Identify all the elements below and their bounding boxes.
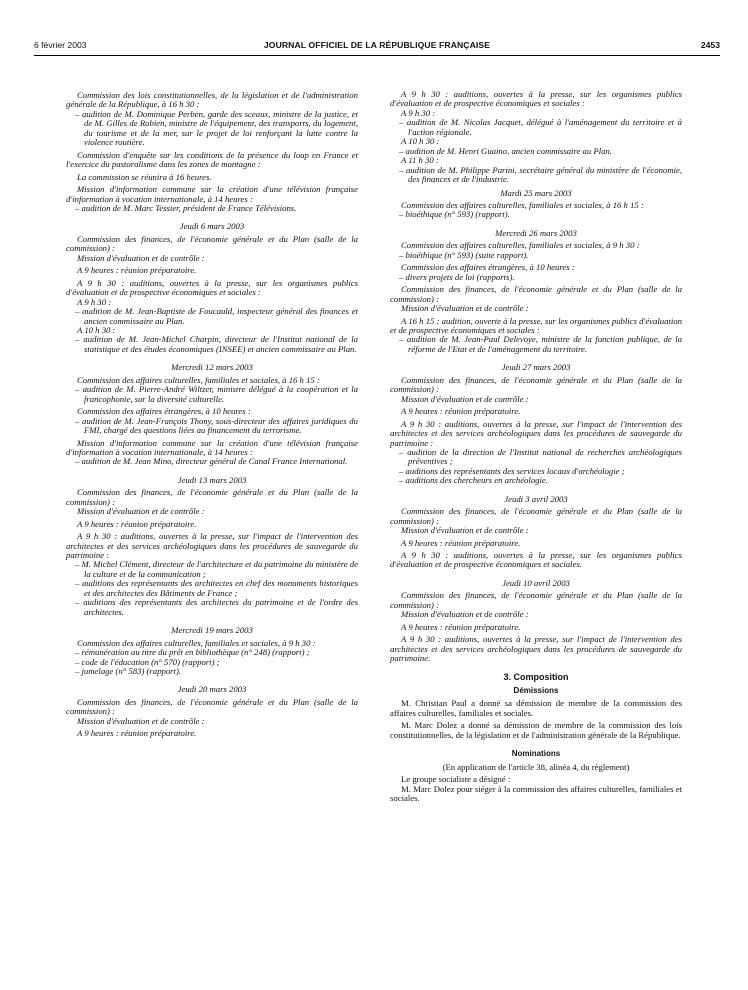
paragraph: A 9 heures : réunion préparatoire. [77, 265, 197, 276]
paragraph: Mission d'information commune sur la création d'une télévision française d'information à vocation internationale, à 14 heures : [66, 437, 358, 457]
date-heading: Jeudi 20 mars 2003 [177, 684, 247, 695]
paragraph: Mission d'évaluation et de contrôle : [77, 506, 205, 517]
date-heading: Mercredi 19 mars 2003 [171, 625, 253, 636]
date-heading: Jeudi 3 avril 2003 [504, 493, 568, 504]
list-item: – audition de M. Pierre-André Wiltzer, ministre délégué à la coopération et la francophonie, sur la diversité culturelle. [75, 384, 358, 404]
section-heading: 3. Composition [503, 671, 569, 682]
date-heading: Jeudi 27 mars 2003 [501, 362, 571, 373]
right-column [390, 90, 682, 804]
list-item: – auditions des représentants des architectes en chef des monuments historiques et des architectes des Bâtiments de France ; [75, 578, 358, 598]
date-heading: Mercredi 26 mars 2003 [495, 227, 577, 238]
subheading: Nominations [511, 749, 561, 759]
list-item: – audition de M. Dominique Perben, garde des sceaux, ministre de la justice, et de M. Gilles de Robien, ministre de l'équipement, des transports, du logement, du tourisme et de la mer, sur le projet de loi renforçant la lutte contre la violence routière. [75, 108, 358, 148]
list-item: – auditions des chercheurs en archéologie. [399, 475, 548, 486]
paragraph: A 9 heures : réunion préparatoire. [401, 537, 521, 548]
header-rule [34, 55, 720, 56]
paragraph: Commission des affaires culturelles, familiales et sociales, à 9 h 30 : [401, 240, 640, 251]
paragraph: M. Christian Paul a donné sa démission de membre de la commission des affaires culturelles, familiales et sociales. [390, 698, 682, 718]
list-item: – audition de M. Jean-Paul Delevoye, ministre de la fonction publique, de la réforme de l'Etat et de l'aménagement du territoire. [399, 334, 682, 354]
paragraph: A 9 h 30 : auditions, ouvertes à la presse, sur l'impact de l'intervention des architectes et des services archéologiques dans les procédures de sauvegarde du patrimoine. [390, 634, 682, 664]
paragraph: Mission d'évaluation et de contrôle : [401, 609, 529, 620]
paragraph: A 9 heures : réunion préparatoire. [77, 728, 197, 739]
paragraph: Commission des affaires culturelles, familiales et sociales, à 9 h 30 : [77, 637, 316, 648]
paragraph: A 9 h 30 : [77, 296, 112, 307]
list-item: – audition de M. Henri Guaino, ancien commissaire au Plan. [399, 145, 612, 156]
paragraph: Mission d'évaluation et de contrôle : [401, 303, 529, 314]
paragraph: A 9 heures : réunion préparatoire. [401, 621, 521, 632]
paragraph: Mission d'information commune sur la création d'une télévision française d'information à vocation internationale, à 14 heures : [66, 184, 358, 204]
list-item: – audition de M. Marc Tessier, président de France Télévisions. [75, 202, 297, 213]
paragraph: M. Marc Dolez a donné sa démission de membre de la commission des lois constitutionnelles, de la législation et de l'administration générale de la République. [390, 720, 682, 740]
paragraph: A 9 h 30 : auditions, ouvertes à la presse, sur les organismes publics d'évaluation et de prospective économiques et sociales : [66, 277, 358, 298]
paragraph: Commission des lois constitutionnelles, de la législation et de l'administration générale de la République, à 16 h 30 : [66, 90, 358, 110]
paragraph: Commission des affaires étrangères, à 10 heures : [401, 262, 575, 273]
paragraph: M. Marc Dolez pour siéger à la commission des affaires culturelles, familiales et sociales. [390, 783, 682, 804]
list-item: – audition de M. Jean-François Thony, sous-directeur des affaires juridiques du FMI, chargé des questions liées au financement du terrorisme. [75, 415, 358, 436]
list-item: – jumelage (n° 583) (rapport). [75, 666, 182, 677]
paragraph: A 16 h 15 : audition, ouverte à la presse, sur les organismes publics d'évaluation et de prospective économiques et sociales : [390, 315, 682, 335]
list-item: – audition de la direction de l'Institut national de recherches archéologiques préventives ; [399, 446, 682, 467]
paragraph: Commission des finances, de l'économie générale et du Plan (salle de la commission) : [390, 590, 682, 610]
paragraph: A 11 h 30 : [401, 155, 439, 166]
paragraph: (En application de l'article 38, alinéa 4, du règlement) [442, 761, 630, 772]
paragraph: Commission des affaires culturelles, familiales et sociales, à 16 h 15 : [401, 199, 644, 210]
paragraph: Mission d'évaluation et de contrôle : [401, 393, 529, 404]
paragraph: Commission des finances, de l'économie générale et du Plan (salle de la commission) : [66, 233, 358, 254]
paragraph: Commission des finances, de l'économie générale et du Plan (salle de la commission) : [390, 374, 682, 395]
list-item: – code de l'éducation (n° 570) (rapport) ; [75, 656, 220, 667]
date-heading: Jeudi 6 mars 2003 [179, 221, 245, 232]
list-item: – audition de M. Nicolas Jacquet, délégué à l'aménagement du territoire et à l'action régionale. [399, 117, 682, 137]
paragraph: Mission d'évaluation et de contrôle : [77, 252, 205, 263]
list-item: – rémunération au titre du prêt en bibliothèque (n° 248) (rapport) ; [75, 647, 310, 658]
list-item: – divers projets de loi (rapports). [399, 271, 515, 282]
paragraph: A 9 h 30 : auditions, ouvertes à la presse, sur les organismes publics d'évaluation et de prospective économiques et sociales : [390, 89, 682, 109]
paragraph: A 9 h 30 : auditions, ouvertes à la presse, sur l'impact de l'intervention des architectes et des services archéologiques dans les procédures de sauvegarde du patrimoine : [66, 531, 358, 561]
list-item: – auditions des représentants des services locaux d'archéologie ; [399, 465, 625, 476]
paragraph: Commission des affaires culturelles, familiales et sociales, à 16 h 15 : [77, 374, 320, 385]
list-item: – audition de M. Philippe Parini, secrétaire général du ministère de l'économie, des finances et de l'industrie. [399, 164, 682, 185]
paragraph: A 9 h 30 : auditions, ouvertes à la presse, sur les organismes publics d'évaluation et de prospective économiques et sociales. [390, 550, 682, 570]
paragraph: A 9 heures : réunion préparatoire. [77, 518, 197, 529]
date-heading: Jeudi 13 mars 2003 [177, 474, 247, 485]
spacer [390, 740, 682, 749]
date-heading: Mardi 25 mars 2003 [500, 187, 572, 198]
date-heading: Jeudi 10 avril 2003 [502, 577, 570, 588]
paragraph: A 9 h 30 : auditions, ouvertes à la presse, sur l'impact de l'intervention des architectes et des services archéologiques dans les procédures de sauvegarde du patrimoine : [390, 418, 682, 448]
paragraph: A 10 h 30 : [77, 324, 116, 335]
paragraph: A 10 h 30 : [401, 136, 440, 147]
list-item: – bioéthique (n° 593) (rapport). [399, 209, 510, 220]
paragraph: La commission se réunira à 16 heures. [77, 171, 212, 182]
paragraph: Mission d'évaluation et de contrôle : [401, 525, 529, 536]
list-item: – bioéthique (n° 593) (suite rapport). [399, 249, 529, 260]
list-item: – audition de M. Jean-Michel Charpin, directeur de l'Institut national de la statistique et des études économiques (INSEE) et ancien commissaire au Plan. [75, 334, 358, 354]
list-item: – auditions des représentants des architectes du patrimoine et de l'ordre des architectes. [75, 597, 358, 617]
left-column [66, 91, 358, 739]
paragraph: Commission des finances, de l'économie générale et du Plan (salle de la commission) : [66, 487, 358, 507]
header-date: 6 février 2003 [34, 40, 87, 50]
paragraph: Commission des finances, de l'économie générale et du Plan (salle de la commission) : [390, 506, 682, 526]
paragraph: Mission d'évaluation et de contrôle : [77, 715, 205, 726]
header-title: JOURNAL OFFICIEL DE LA RÉPUBLIQUE FRANÇAISE [263, 40, 491, 50]
paragraph: Commission des affaires étrangères, à 10 heures : [77, 406, 251, 417]
paragraph: A 9 heures : réunion préparatoire. [401, 406, 521, 417]
subheading: Démissions [513, 686, 559, 696]
list-item: – M. Michel Clément, directeur de l'architecture et du patrimoine du ministère de la culture et de la communication ; [75, 559, 358, 579]
paragraph: Commission des finances, de l'économie générale et du Plan (salle de la commission) : [390, 284, 682, 304]
paragraph: A 9 h 30 : [401, 107, 436, 118]
list-item: – audition de M. Jean Mino, directeur général de Canal France International. [75, 456, 348, 467]
paragraph: Commission des finances, de l'économie générale et du Plan (salle de la commission) : [66, 696, 358, 717]
paragraph: Commission d'enquête sur les conditions de la présence du loup en France et l'exercice du pastoralisme dans les zones de montagne : [66, 149, 358, 170]
list-item: – audition de M. Jean-Baptiste de Foucauld, inspecteur général des finances et ancien commissaire au Plan. [75, 306, 358, 326]
header-page-number: 2453 [700, 40, 720, 50]
date-heading: Mercredi 12 mars 2003 [171, 362, 253, 373]
paragraph: Le groupe socialiste a désigné : [401, 774, 511, 785]
page-header [34, 40, 720, 54]
